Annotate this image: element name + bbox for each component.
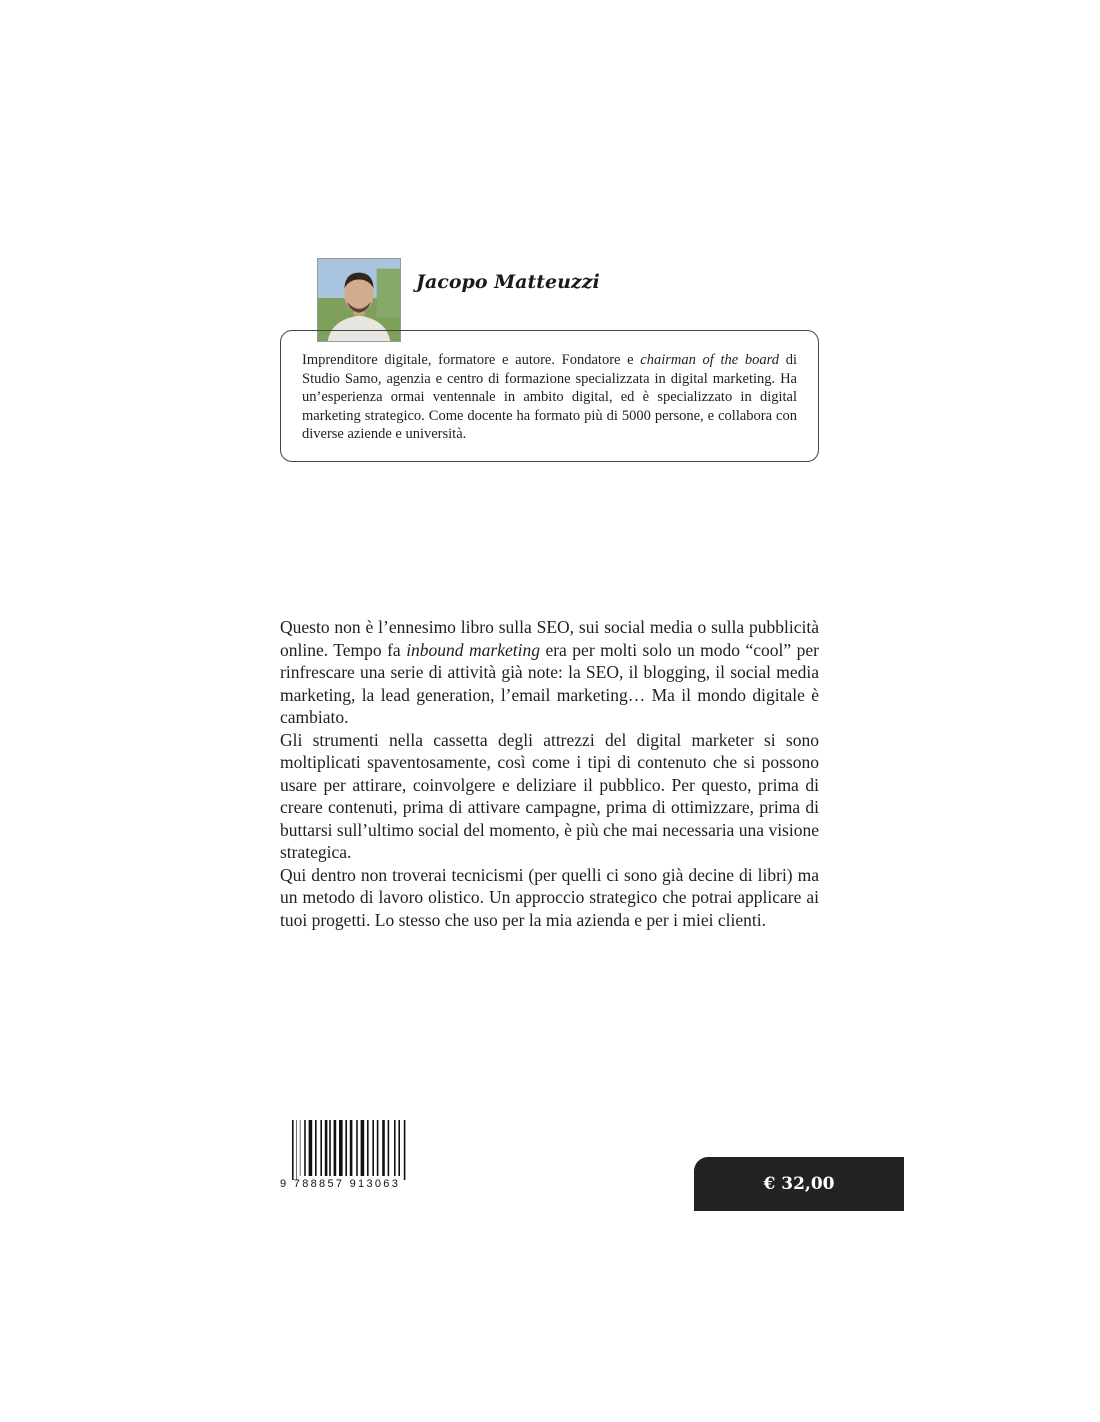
price-label: € 32,00 [763, 1174, 835, 1194]
blurb-paragraph-2: Gli strumenti nella cassetta degli attrezzi del digital marketer si sono moltiplicati spaventosamente, così come i tipi di contenuto che si possono usare per attirare, coinvolgere e deliziare il pubblico. Per questo, prima di creare contenuti, prima di attivare campagne, prima di ottimizzare, prima di buttarsi sull’ultimo social del momento, è più che mai necessaria una visione strategica. [280, 729, 819, 862]
bio-box [280, 330, 819, 462]
blurb-p1-italic: inbound marketing [406, 639, 540, 660]
back-cover-blurb [280, 616, 819, 931]
blurb-paragraph-3: Qui dentro non troverai tecnicismi (per quelli ci sono già decine di libri) ma un metodo di lavoro olistico. Un approccio strategico che potrai applicare ai tuoi progetti. Lo stesso che uso per la mia azienda e per i miei clienti. [280, 864, 819, 930]
blurb-p1-b: era per molti solo un modo “cool” per rinfrescare una serie di attività già note: la SEO, il blogging, il social media marketing, la lead generation, l’email marketing… Ma il mondo digitale è cambiato. [280, 639, 819, 727]
bio-text-part2: di Studio Samo, agenzia e centro di formazione specializzata in digital marketing. Ha un’esperienza ormai ventennale in ambito digital, ed è specializzato in digital marketing strategico. Come docente ha formato più di 5000 persone, e collabora con diverse aziende e università. [302, 352, 797, 442]
bio-text-italic: chairman of the board [640, 352, 780, 368]
bio-text-part1: Imprenditore digitale, formatore e autore. Fondatore e [302, 352, 641, 368]
barcode-icon [280, 1120, 410, 1180]
barcode-digits: 9 788857 913063 [280, 1178, 401, 1190]
blurb-p1-a: Questo non è l’ennesimo libro sulla SEO, sui social media o sulla pubblicità online. Tempo fa [280, 617, 819, 660]
price-tag [694, 1157, 904, 1211]
author-portrait-icon [318, 259, 400, 341]
blurb-paragraph-1 [280, 616, 819, 729]
bio-text [302, 351, 797, 444]
author-name: Jacopo Matteuzzi [416, 271, 600, 293]
